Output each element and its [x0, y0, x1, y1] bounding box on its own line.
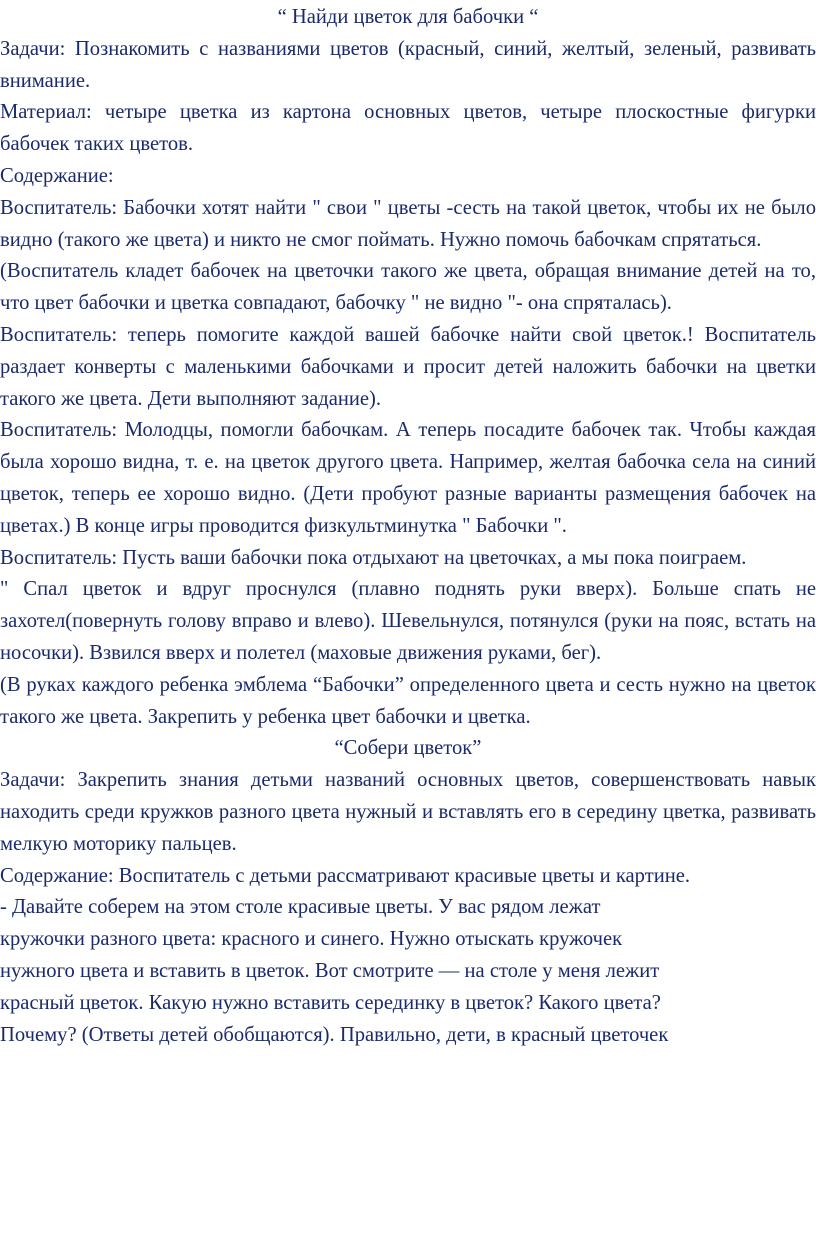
dialogue-line: - Давайте соберем на этом столе красивые цветы. У вас рядом лежат	[0, 896, 601, 919]
teacher-paragraph-3: Воспитатель: Молодцы, помогли бабочкам. А теперь посадите бабочек так. Чтобы каждая была хорошо видна, т. е. на цветок другого цвета. Например, желтая бабочка села на синий цветок, теперь ее хорошо видно. (Дети пробуют разные варианты размещения бабочек на цветах.) В конце игры проводится физкультминутка " Бабочки ".	[0, 419, 816, 537]
content-paragraph-2: Содержание: Воспитатель с детьми рассматривают красивые цветы и картине.	[0, 864, 691, 887]
teacher-paragraph-1: Воспитатель: Бабочки хотят найти " свои " цветы -сесть на такой цветок, чтобы их не было видно (такого же цвета) и никто не смог поймать. Нужно помочь бабочкам спрятаться.	[0, 196, 816, 251]
emblem-paragraph: (В руках каждого ребенка эмблема “Бабочки” определенного цвета и сесть нужно на цветок такого же цвета. Закрепить у ребенка цвет бабочки и цветка.	[0, 673, 816, 728]
teacher-action-paragraph: (Воспитатель кладет бабочек на цветочки такого же цвета, обращая внимание детей на то, что цвет бабочки и цветка совпадают, бабочку " не видно "- она спряталась).	[0, 260, 816, 315]
teacher-paragraph-2: Воспитатель: теперь помогите каждой вашей бабочке найти свой цветок.! Воспитатель раздает конверты с маленькими бабочками и просит детей наложить бабочки на цветки такого же цвета. Дети выполняют задание).	[0, 323, 816, 410]
game-title-find-flower: “ Найди цветок для бабочки “	[277, 6, 539, 28]
tasks-paragraph-2: Задачи: Закрепить знания детьми названий основных цветов, совершенствовать навык находить среди кружков разного цвета нужный и вставлять его в середину цветка, развивать мелкую моторику пальцев.	[0, 769, 816, 855]
material-paragraph: Материал: четыре цветка из картона основных цветов, четыре плоскостные фигурки бабочек таких цветов.	[0, 101, 816, 156]
teacher-paragraph-4: Воспитатель: Пусть ваши бабочки пока отдыхают на цветочках, а мы пока поиграем.	[0, 546, 747, 569]
content-heading: Содержание:	[0, 164, 114, 187]
game-title-collect-flower: “Собери цветок”	[334, 737, 482, 760]
tasks-paragraph: Задачи: Познакомить с названиями цветов (красный, синий, желтый, зеленый, развивать внимание.	[0, 37, 816, 92]
dialogue-line: нужного цвета и вставить в цветок. Вот смотрите — на столе у меня лежит	[0, 959, 660, 982]
exercise-rhyme-paragraph: " Спал цветок и вдруг проснулся (плавно поднять руки вверх). Больше спать не захотел(повернуть голову вправо и влево). Шевельнулся, потянулся (руки на пояс, встать на носочки). Взвился вверх и полетел (маховые движения руками, бег).	[0, 578, 816, 664]
dialogue-line: кружочки разного цвета: красного и синего. Нужно отыскать кружочек	[0, 928, 623, 951]
dialogue-line: Почему? (Ответы детей обобщаются). Правильно, дети, в красный цветочек	[0, 1023, 669, 1046]
dialogue-line: красный цветок. Какую нужно вставить серединку в цветок? Какого цвета?	[0, 991, 661, 1014]
